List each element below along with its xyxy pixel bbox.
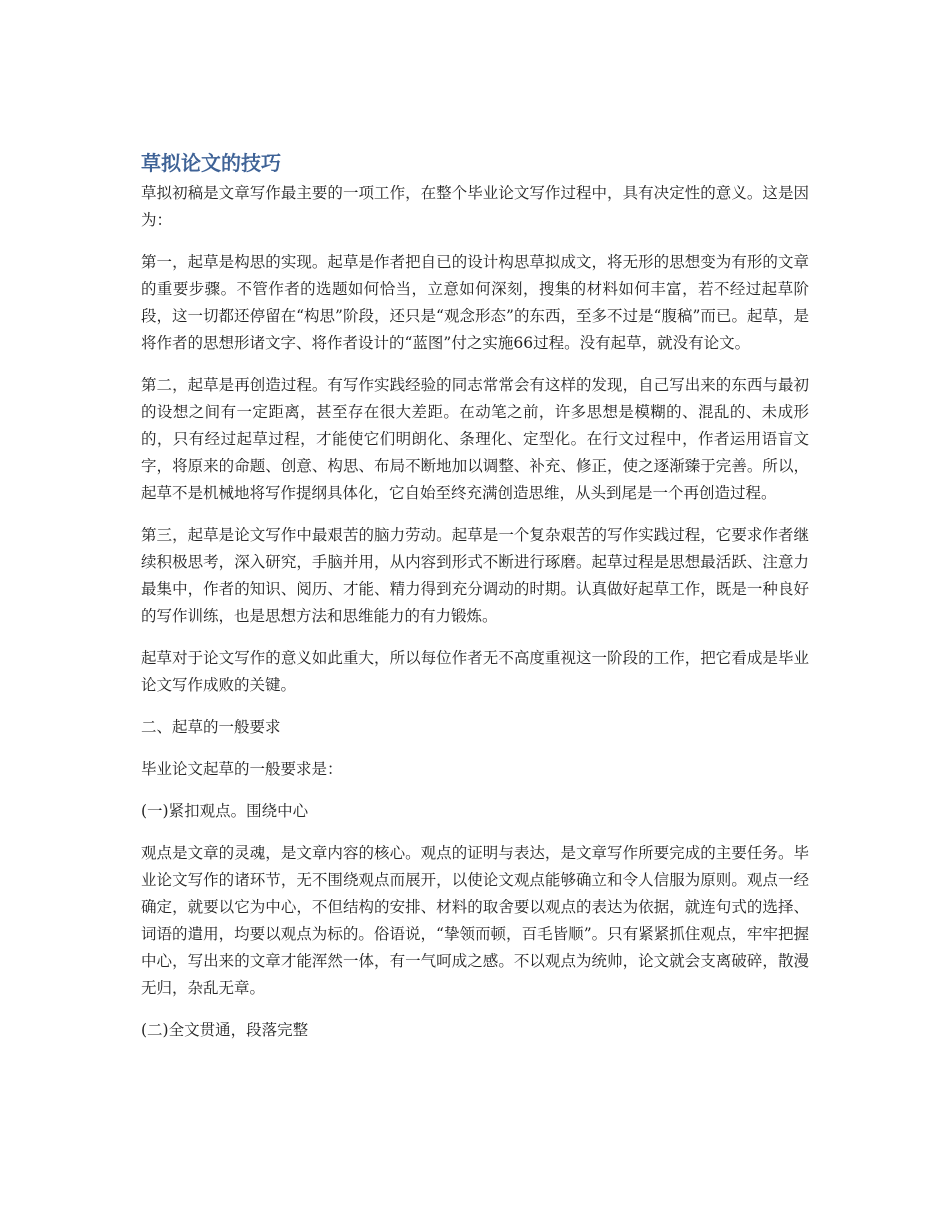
requirements-intro: 毕业论文起草的一般要求是： <box>141 760 343 778</box>
body-paragraph-second: 第二，起草是再创造过程。有写作实践经验的同志常常会有这样的发现，自己写出来的东西与最初的设想之间有一定距离，甚至存在很大差距。在动笔之前，许多思想是模糊的、混乱的、未成形的，只有经过起草过程，才能使它们明朗化、条理化、定型化。在行文过程中，作者运用语盲文字，将原来的命题、创意、构思、布局不断地加以调整、补充、修正，使之逐渐臻于完善。所以，起草不是机械地将写作提纲具体化，它自始至终充满创造思维，从头到尾是一个再创造过程。 <box>141 376 809 502</box>
document-page <box>141 148 809 1059</box>
subheading-two: (二)全文贯通，段落完整 <box>141 1021 309 1039</box>
intro-paragraph: 草拟初稿是文章写作最主要的一项工作，在整个毕业论文写作过程中，具有决定性的意义。这是因为： <box>141 184 809 229</box>
body-paragraph-first: 第一，起草是构思的实现。起草是作者把自已的设计构思草拟成文，将无形的思想变为有形的文章的重要步骤。不管作者的选题如何恰当，立意如何深刻，搜集的材料如何丰富，若不经过起草阶段，这一切都还停留在“构思”阶段，还只是“观念形态”的东西，至多不过是“腹稿”而已。起草，是将作者的思想形诸文字、将作者设计的“蓝图”付之实施66过程。没有起草，就没有论文。 <box>141 253 809 352</box>
document-title: 草拟论文的技巧 <box>141 151 281 175</box>
body-paragraph-summary: 起草对于论文写作的意义如此重大，所以每位作者无不高度重视这一阶段的工作，把它看成是毕业论文写作成败的关键。 <box>141 649 809 694</box>
subheading-one: (一)紧扣观点。围绕中心 <box>141 802 309 820</box>
section-heading-requirements: 二、起草的一般要求 <box>141 718 281 736</box>
body-paragraph-viewpoint: 观点是文章的灵魂，是文章内容的核心。观点的证明与表达，是文章写作所要完成的主要任务。毕业论文写作的诸环节，无不围绕观点而展开，以使论文观点能够确立和令人信服为原则。观点一经确定，就要以它为中心，不但结构的安排、材料的取舍要以观点的表达为依据，就连句式的选择、词语的遣用，均要以观点为标的。俗语说，“挚领而顿，百毛皆顺”。只有紧紧抓住观点，牢牢把握中心，写出来的文章才能浑然一体，有一气呵成之感。不以观点为统帅，论文就会支离破碎，散漫无归，杂乱无章。 <box>141 844 809 997</box>
body-paragraph-third: 第三，起草是论文写作中最艰苦的脑力劳动。起草是一个复杂艰苦的写作实践过程，它要求作者继续积极思考，深入研究，手脑并用，从内容到形式不断进行琢磨。起草过程是思想最活跃、注意力最集中，作者的知识、阅历、才能、精力得到充分调动的时期。认真做好起草工作，既是一种良好的写作训练，也是思想方法和思维能力的有力锻炼。 <box>141 526 809 625</box>
